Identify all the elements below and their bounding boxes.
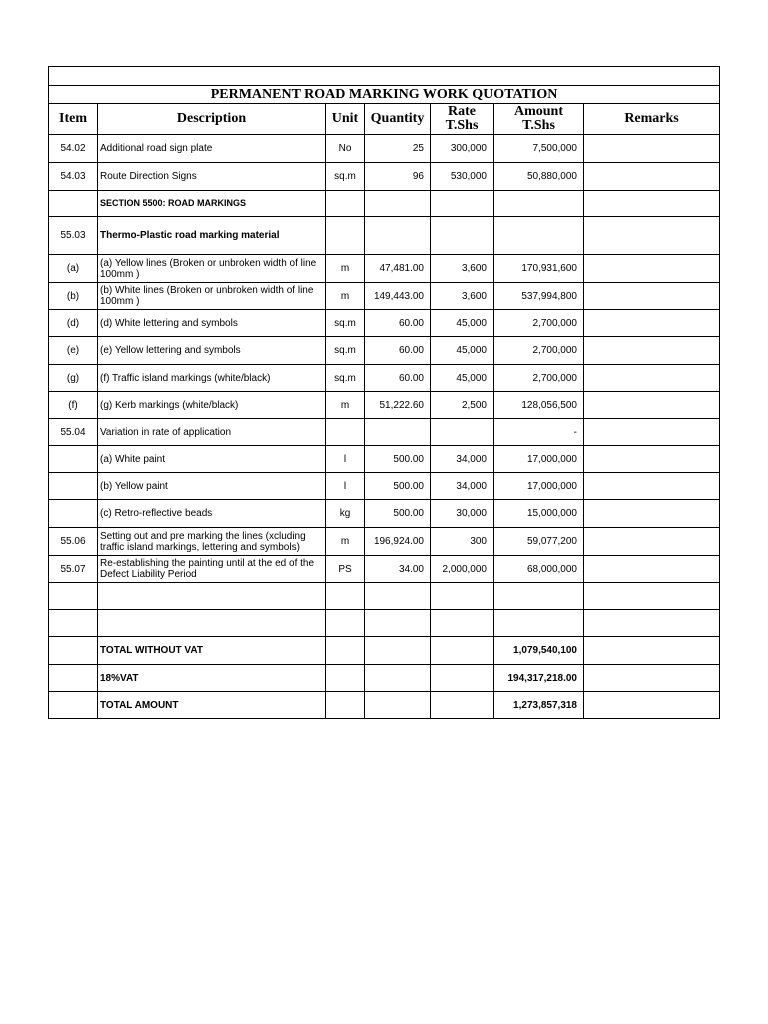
cell-amount: 59,077,200	[494, 528, 584, 556]
cell-quantity	[365, 637, 431, 665]
cell-quantity	[365, 692, 431, 719]
cell-description: (c) Retro-reflective beads	[98, 500, 326, 528]
cell-remarks	[584, 255, 720, 283]
cell-item: (a)	[49, 255, 98, 283]
cell-item: 55.03	[49, 217, 98, 255]
cell-item: 55.07	[49, 556, 98, 583]
cell-item: (d)	[49, 310, 98, 337]
cell-amount	[494, 583, 584, 610]
cell-remarks	[584, 500, 720, 528]
cell-remarks	[584, 163, 720, 191]
cell-unit	[326, 637, 365, 665]
cell-quantity: 96	[365, 163, 431, 191]
cell-item: 54.03	[49, 163, 98, 191]
cell-remarks	[584, 473, 720, 500]
header-rate	[431, 104, 494, 135]
cell-item	[49, 473, 98, 500]
cell-quantity: 500.00	[365, 446, 431, 473]
cell-amount: 194,317,218.00	[494, 665, 584, 692]
cell-unit: PS	[326, 556, 365, 583]
cell-description: TOTAL AMOUNT	[98, 692, 326, 719]
cell-quantity: 25	[365, 135, 431, 163]
cell-remarks	[584, 610, 720, 637]
cell-amount	[494, 610, 584, 637]
cell-quantity	[365, 217, 431, 255]
table-row	[49, 583, 720, 610]
table-row	[49, 610, 720, 637]
cell-amount: -	[494, 419, 584, 446]
cell-amount: 1,273,857,318	[494, 692, 584, 719]
header-rate-line1: Rate	[448, 104, 476, 119]
cell-quantity: 60.00	[365, 365, 431, 392]
table-row	[49, 255, 720, 283]
cell-unit	[326, 610, 365, 637]
cell-remarks	[584, 135, 720, 163]
cell-item: 54.02	[49, 135, 98, 163]
cell-quantity: 34.00	[365, 556, 431, 583]
cell-remarks	[584, 191, 720, 217]
cell-description: Variation in rate of application	[98, 419, 326, 446]
cell-rate	[431, 692, 494, 719]
cell-remarks	[584, 217, 720, 255]
table-row	[49, 637, 720, 665]
cell-amount: 7,500,000	[494, 135, 584, 163]
header-item: Item	[49, 104, 98, 135]
cell-amount: 537,994,800	[494, 283, 584, 310]
cell-remarks	[584, 337, 720, 365]
cell-amount: 17,000,000	[494, 473, 584, 500]
cell-unit: sq.m	[326, 365, 365, 392]
cell-item: (g)	[49, 365, 98, 392]
cell-remarks	[584, 556, 720, 583]
cell-rate	[431, 217, 494, 255]
table-row	[49, 163, 720, 191]
cell-unit	[326, 583, 365, 610]
cell-description: (b) Yellow paint	[98, 473, 326, 500]
cell-item	[49, 191, 98, 217]
table-row	[49, 500, 720, 528]
cell-rate: 34,000	[431, 446, 494, 473]
cell-quantity: 60.00	[365, 337, 431, 365]
cell-amount: 50,880,000	[494, 163, 584, 191]
cell-unit: m	[326, 392, 365, 419]
table-row	[49, 419, 720, 446]
cell-item: 55.04	[49, 419, 98, 446]
cell-unit: kg	[326, 500, 365, 528]
cell-remarks	[584, 528, 720, 556]
table-row	[49, 135, 720, 163]
cell-description: (e) Yellow lettering and symbols	[98, 337, 326, 365]
cell-amount: 2,700,000	[494, 365, 584, 392]
table-row	[49, 446, 720, 473]
cell-quantity: 51,222.60	[365, 392, 431, 419]
cell-description	[98, 583, 326, 610]
cell-unit: m	[326, 283, 365, 310]
cell-rate	[431, 419, 494, 446]
cell-item: 55.06	[49, 528, 98, 556]
header-unit: Unit	[326, 104, 365, 135]
cell-unit: No	[326, 135, 365, 163]
cell-unit: m	[326, 255, 365, 283]
cell-rate: 34,000	[431, 473, 494, 500]
cell-unit: l	[326, 473, 365, 500]
cell-rate: 2,000,000	[431, 556, 494, 583]
table-row	[49, 692, 720, 719]
cell-rate	[431, 583, 494, 610]
cell-remarks	[584, 583, 720, 610]
cell-description: (f) Traffic island markings (white/black)	[98, 365, 326, 392]
cell-remarks	[584, 419, 720, 446]
table-row	[49, 556, 720, 583]
cell-description: Re-establishing the painting until at the ed of the Defect Liability Period	[98, 556, 326, 583]
header-amount-line2: T.Shs	[522, 118, 555, 133]
cell-amount: 15,000,000	[494, 500, 584, 528]
cell-amount: 170,931,600	[494, 255, 584, 283]
cell-remarks	[584, 665, 720, 692]
cell-unit: sq.m	[326, 337, 365, 365]
cell-quantity: 149,443.00	[365, 283, 431, 310]
cell-description: (b) White lines (Broken or unbroken width of line 100mm )	[98, 283, 326, 310]
title-row	[49, 86, 720, 104]
cell-rate: 530,000	[431, 163, 494, 191]
cell-quantity: 47,481.00	[365, 255, 431, 283]
cell-description: 18%VAT	[98, 665, 326, 692]
cell-item	[49, 665, 98, 692]
cell-rate: 3,600	[431, 283, 494, 310]
header-quantity: Quantity	[365, 104, 431, 135]
cell-quantity: 196,924.00	[365, 528, 431, 556]
cell-item: (b)	[49, 283, 98, 310]
cell-amount: 68,000,000	[494, 556, 584, 583]
cell-amount: 2,700,000	[494, 337, 584, 365]
cell-item	[49, 637, 98, 665]
table-row	[49, 528, 720, 556]
cell-quantity	[365, 583, 431, 610]
cell-description: Setting out and pre marking the lines (xcluding traffic island markings, lettering and symbols)	[98, 528, 326, 556]
cell-unit	[326, 191, 365, 217]
cell-unit	[326, 692, 365, 719]
cell-description: (d) White lettering and symbols	[98, 310, 326, 337]
cell-description: (a) Yellow lines (Broken or unbroken width of line 100mm )	[98, 255, 326, 283]
cell-amount	[494, 217, 584, 255]
cell-rate	[431, 191, 494, 217]
cell-unit	[326, 419, 365, 446]
header-amount	[494, 104, 584, 135]
cell-item	[49, 500, 98, 528]
cell-rate	[431, 637, 494, 665]
cell-rate: 45,000	[431, 310, 494, 337]
blank-top-cell	[49, 67, 720, 86]
cell-rate: 30,000	[431, 500, 494, 528]
cell-rate	[431, 665, 494, 692]
table-row	[49, 473, 720, 500]
cell-remarks	[584, 283, 720, 310]
cell-quantity	[365, 419, 431, 446]
header-remarks: Remarks	[584, 104, 720, 135]
cell-quantity: 60.00	[365, 310, 431, 337]
blank-top-row	[49, 67, 720, 86]
quotation-sheet	[48, 66, 719, 719]
cell-remarks	[584, 310, 720, 337]
table-row	[49, 283, 720, 310]
cell-description: (a) White paint	[98, 446, 326, 473]
cell-description: Thermo-Plastic road marking material	[98, 217, 326, 255]
cell-quantity	[365, 191, 431, 217]
cell-quantity	[365, 665, 431, 692]
table-row	[49, 392, 720, 419]
cell-quantity	[365, 610, 431, 637]
header-amount-line1: Amount	[513, 104, 563, 119]
table-row	[49, 365, 720, 392]
cell-rate: 3,600	[431, 255, 494, 283]
cell-item	[49, 446, 98, 473]
cell-rate: 2,500	[431, 392, 494, 419]
cell-unit: m	[326, 528, 365, 556]
cell-remarks	[584, 365, 720, 392]
cell-quantity: 500.00	[365, 500, 431, 528]
cell-amount	[494, 191, 584, 217]
cell-description: SECTION 5500: ROAD MARKINGS	[98, 191, 326, 217]
cell-amount: 128,056,500	[494, 392, 584, 419]
cell-rate: 300	[431, 528, 494, 556]
table-row	[49, 217, 720, 255]
cell-unit	[326, 217, 365, 255]
cell-unit: sq.m	[326, 310, 365, 337]
header-rate-line2: T.Shs	[445, 118, 479, 133]
table-row	[49, 337, 720, 365]
cell-amount: 17,000,000	[494, 446, 584, 473]
cell-remarks	[584, 446, 720, 473]
page-title: PERMANENT ROAD MARKING WORK QUOTATION	[49, 86, 720, 104]
cell-item	[49, 692, 98, 719]
cell-rate: 45,000	[431, 337, 494, 365]
cell-description: (g) Kerb markings (white/black)	[98, 392, 326, 419]
cell-remarks	[584, 637, 720, 665]
cell-unit: l	[326, 446, 365, 473]
cell-item	[49, 610, 98, 637]
cell-quantity: 500.00	[365, 473, 431, 500]
table-row	[49, 191, 720, 217]
header-row	[49, 104, 720, 135]
cell-description: TOTAL WITHOUT VAT	[98, 637, 326, 665]
cell-rate	[431, 610, 494, 637]
cell-unit: sq.m	[326, 163, 365, 191]
cell-remarks	[584, 392, 720, 419]
header-description: Description	[98, 104, 326, 135]
cell-description	[98, 610, 326, 637]
cell-item: (e)	[49, 337, 98, 365]
cell-remarks	[584, 692, 720, 719]
cell-unit	[326, 665, 365, 692]
cell-item: (f)	[49, 392, 98, 419]
cell-rate: 300,000	[431, 135, 494, 163]
cell-item	[49, 583, 98, 610]
cell-amount: 2,700,000	[494, 310, 584, 337]
table-row	[49, 665, 720, 692]
cell-amount: 1,079,540,100	[494, 637, 584, 665]
cell-rate: 45,000	[431, 365, 494, 392]
cell-description: Route Direction Signs	[98, 163, 326, 191]
quotation-table	[48, 66, 720, 719]
cell-description: Additional road sign plate	[98, 135, 326, 163]
table-row	[49, 310, 720, 337]
